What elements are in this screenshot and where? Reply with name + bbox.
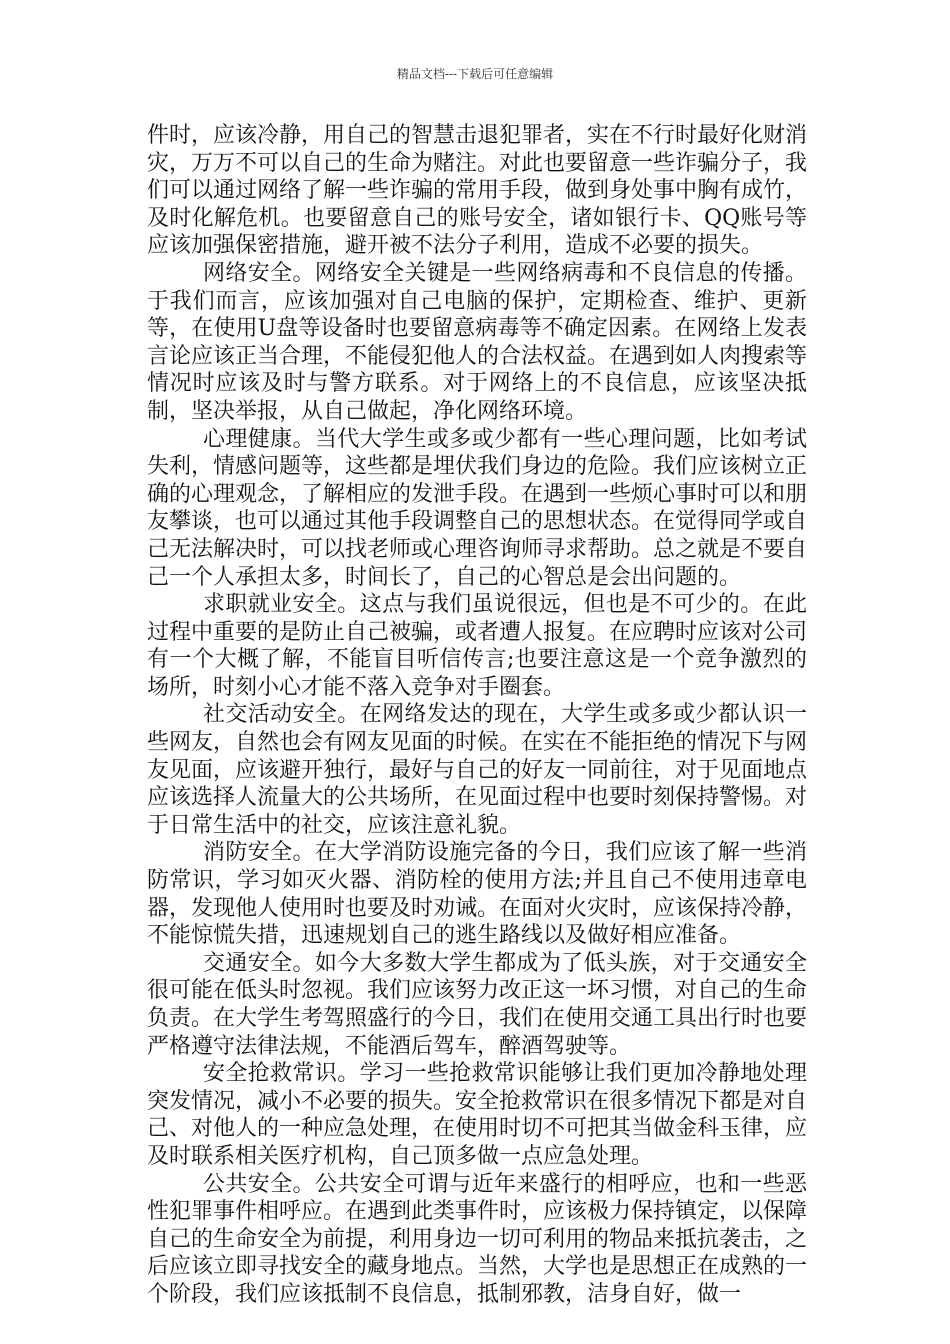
paragraph-fire-safety: 消防安全。在大学消防设施完备的今日，我们应该了解一些消防常识，学习如灭火器、消防栓的使用方法;并且自己不使用违章电器，发现他人使用时也要及时劝诫。在面对火灾时，应该保持冷静，不能惊慌失措，迅速规划自己的逃生路线以及做好相应准备。 [147, 840, 808, 949]
document-body [147, 122, 807, 1309]
page-header: 精品文档---下载后可任意编辑 [396, 67, 554, 81]
paragraph-mental-health: 心理健康。当代大学生或多或少都有一些心理问题，比如考试失利，情感问题等，这些都是埋伏我们身边的危险。我们应该树立正确的心理观念，了解相应的发泄手段。在遇到一些烦心事时可以和朋友攀谈，也可以通过其他手段调整自己的思想状态。在觉得同学或自己无法解决时，可以找老师或心理咨询师寻求帮助。总之就是不要自己一个人承担太多，时间长了，自己的心智总是会出问题的。 [147, 426, 808, 590]
paragraph-social-safety: 社交活动安全。在网络发达的现在，大学生或多或少都认识一些网友，自然也会有网友见面的时候。在实在不能拒绝的情况下与网友见面，应该避开独行，最好与自己的好友一同前往，对于见面地点应该选择人流量大的公共场所，在见面过程中也要时刻保持警惕。对于日常生活中的社交，应该注意礼貌。 [147, 702, 808, 838]
paragraph-job-safety: 求职就业安全。这点与我们虽说很远，但也是不可少的。在此过程中重要的是防止自己被骗，或者遭人报复。在应聘时应该对公司有一个大概了解，不能盲目听信传言;也要注意这是一个竞争激烈的场所，时刻小心才能不落入竞争对手圈套。 [147, 592, 808, 700]
paragraph-public-safety: 公共安全。公共安全可谓与近年来盛行的相呼应，也和一些恶性犯罪事件相呼应。在遇到此类事件时，应该极力保持镇定，以保障自己的生命安全为前提，利用身边一切可利用的物品来抵抗袭击，之后应该立即寻找安全的藏身地点。当然，大学也是思想正在成熟的一个阶段，我们应该抵制不良信息，抵制邪教，洁身自好，做一 [147, 1171, 808, 1307]
paragraph-network-security: 网络安全。网络安全关键是一些网络病毒和不良信息的传播。于我们而言，应该加强对自己电脑的保护，定期检查、维护、更新等，在使用U盘等设备时也要留意病毒等不确定因素。在网络上发表言论应该正当合理，不能侵犯他人的合法权益。在遇到如人肉搜索等情况时应该及时与警方联系。对于网络上的不良信息，应该坚决抵制，坚决举报，从自己做起，净化网络环境。 [147, 260, 808, 424]
paragraph-first-aid: 安全抢救常识。学习一些抢救常识能够让我们更加冷静地处理突发情况，减小不必要的损失。安全抢救常识在很多情况下都是对自己、对他人的一种应急处理，在使用时切不可把其当做金科玉律，应及时联系相关医疗机构，自己顶多做一点应急处理。 [147, 1061, 808, 1169]
paragraph-continuation: 件时，应该冷静，用自己的智慧击退犯罪者，实在不行时最好化财消灾，万万不可以自己的生命为赌注。对此也要留意一些诈骗分子，我们可以通过网络了解一些诈骗的常用手段，做到身处事中胸有成竹，及时化解危机。也要留意自己的账号安全，诸如银行卡、QQ账号等应该加强保密措施，避开被不法分子利用，造成不必要的损失。 [147, 123, 808, 259]
paragraph-traffic-safety: 交通安全。如今大多数大学生都成为了低头族，对于交通安全很可能在低头时忽视。我们应该努力改正这一坏习惯，对自己的生命负责。在大学生考驾照盛行的今日，我们在使用交通工具出行时也要严格遵守法律法规，不能酒后驾车，醉酒驾驶等。 [147, 950, 808, 1059]
